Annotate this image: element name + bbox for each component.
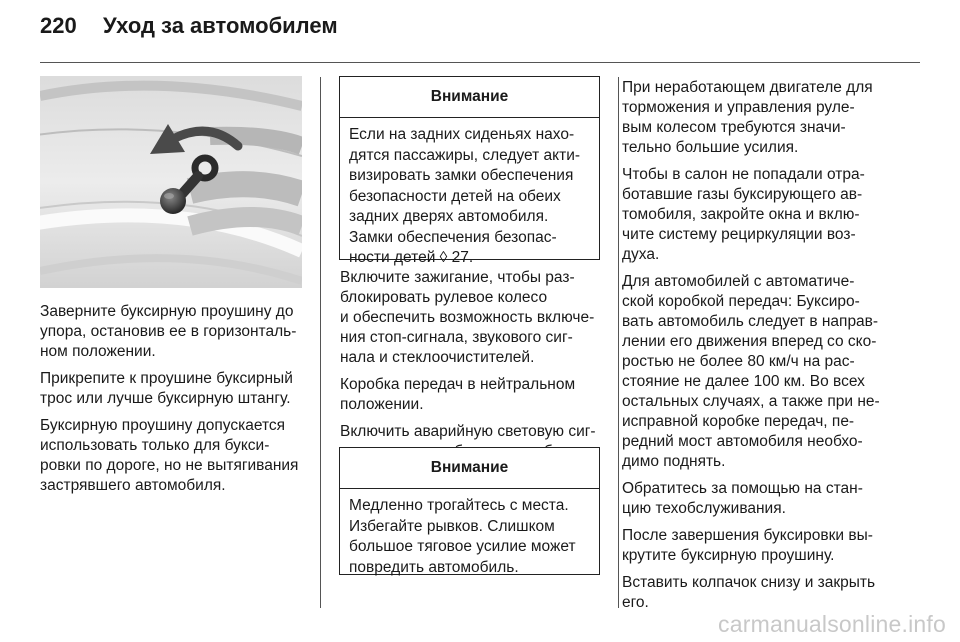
paragraph: Буксирную проушину допускается использовать только для букси- ровки по дороге, но не вытягивания застрявшего автомобиля. <box>40 417 299 494</box>
paragraph: Заверните буксирную проушину до упора, остановив ее в горизонталь- ном положении. <box>40 303 297 360</box>
paragraph: Прикрепите к проушине буксирный трос или лучше буксирную штангу. <box>40 370 293 407</box>
column-divider <box>618 77 619 608</box>
page-number: 220 <box>40 13 77 38</box>
warning-box <box>339 76 600 266</box>
paragraph: Для автомобилей с автоматиче- ской коробкой передач: Буксиро- вать автомобиль следует в направ- лении его движения вперед со ско- ростью не более 80 км/ч на рас- стояние не далее 100 км. Во всех остальных случаях, а также при не- исправной коробке передач, пе- редний мост автомобиля необхо- димо поднять. <box>622 273 880 470</box>
column-2 <box>340 268 610 469</box>
tow-eye-rotation-illustration-icon <box>40 76 302 288</box>
paragraph: После завершения буксировки вы- крутите буксирную проушину. <box>622 527 873 564</box>
tow-eye-illustration <box>40 76 302 288</box>
column-3 <box>622 78 914 620</box>
warning-text: Медленно трогайтесь с места. Избегайте рывков. Слишком большое тяговое усилие может повредить автомобиль. <box>349 497 576 576</box>
paragraph: Коробка передач в нейтральном положении. <box>340 376 576 413</box>
header-divider <box>40 62 920 63</box>
warning-heading: Внимание <box>340 448 599 489</box>
warning-heading: Внимание <box>340 77 599 118</box>
paragraph: Чтобы в салон не попадали отра- ботавшие газы буксирующего ав- томобиля, закройте окна и вклю- чите систему рециркуляции воз- духа. <box>622 166 865 263</box>
paragraph: Включить аварийную световую сиг- <box>340 423 596 440</box>
paragraph: Включите зажигание, чтобы раз- блокировать рулевое колесо и обеспечить возможность включе- ния стоп-сигнала, звукового сиг- нала и стеклоочистителей. <box>340 269 595 366</box>
paragraph: При неработающем двигателе для торможения и управления руле- вым колесом требуются значи- тельно большие усилия. <box>622 79 873 156</box>
column-divider <box>320 77 321 608</box>
watermark: carmanualsonline.info <box>718 611 946 637</box>
page-title: Уход за автомобилем <box>103 13 338 38</box>
warning-box <box>339 447 600 575</box>
warning-text: Если на задних сиденьях нахо- дятся пассажиры, следует акти- визировать замки обеспечения безопасности детей на обеих задних дверях автомобиля. Замки обеспечения безопас- ности детей ◊ 27. <box>349 126 581 266</box>
paragraph: Обратитесь за помощью на стан- цию техобслуживания. <box>622 480 863 517</box>
column-1 <box>40 302 308 503</box>
paragraph: Вставить колпачок снизу и закрыть его. <box>622 574 876 611</box>
